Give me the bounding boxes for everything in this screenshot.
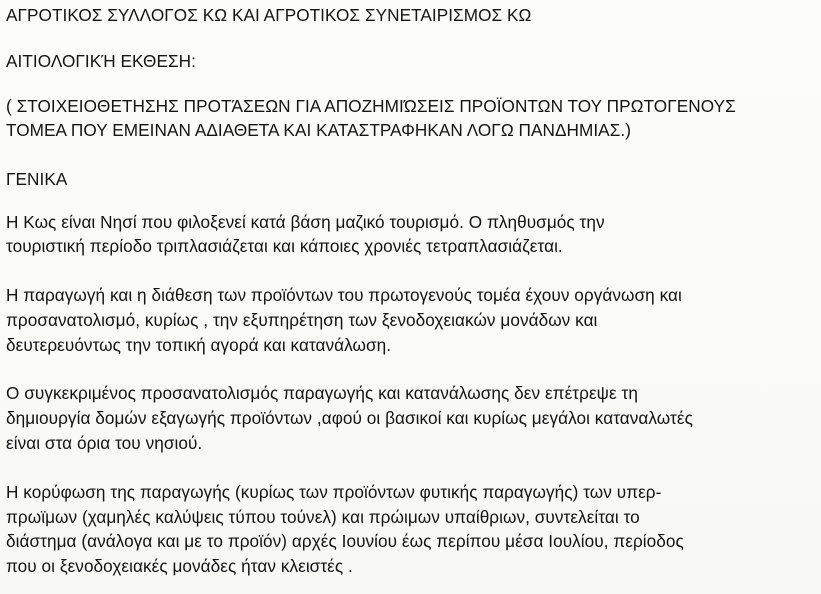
paragraph-4-line-4: που οι ξενοδοχειακές μονάδες ήταν κλειστές . bbox=[6, 556, 353, 576]
paragraph-3-line-2: δημιουργία δομών εξαγωγής προϊόντων ,αφού οι βασικοί και κυρίως μεγάλοι καταναλωτές bbox=[6, 408, 693, 428]
report-subject-line-2: ΤΟΜΕΑ ΠΟΥ ΕΜΕΙΝΑΝ ΑΔΙΑΘΕΤΑ ΚΑΙ ΚΑΤΑΣΤΡΑΦΗΚΑΝ ΛΟΓΩ ΠΑΝΔΗΜΙΑΣ.) bbox=[6, 120, 631, 140]
section-heading-general: ΓΕΝΙΚΑ bbox=[6, 169, 68, 189]
paragraph-3-line-3: είναι στα όρια του νησιού. bbox=[6, 433, 203, 453]
paragraph-2-line-3: δευτερευόντως την τοπική αγορά και κατανάλωση. bbox=[6, 335, 392, 355]
paragraph-1-line-1: Η Κως είναι Νησί που φιλοξενεί κατά βάση μαζικό τουρισμό. Ο πληθυσμός την bbox=[6, 212, 605, 232]
paragraph-3-line-1: Ο συγκεκριμένος προσανατολισμός παραγωγής και κατανάλωσης δεν επέτρεψε τη bbox=[6, 383, 638, 403]
paragraph-2-line-1: Η παραγωγή και η διάθεση των προϊόντων του πρωτογενούς τομέα έχουν οργάνωση και bbox=[6, 285, 682, 305]
document-title: ΑΓΡΟΤΙΚΟΣ ΣΥΛΛΟΓΟΣ ΚΩ ΚΑΙ ΑΓΡΟΤΙΚΟΣ ΣΥΝΕΤΑΙΡΙΣΜΟΣ ΚΩ bbox=[6, 5, 532, 25]
paragraph-2-line-2: προσανατολισμό, κυρίως , την εξυπηρέτηση των ξενοδοχειακών μονάδων και bbox=[6, 310, 598, 330]
paragraph-1-line-2: τουριστική περίοδο τριπλασιάζεται και κάποιες χρονιές τετραπλασιάζεται. bbox=[6, 236, 563, 256]
paragraph-4-line-1: Η κορύφωση της παραγωγής (κυρίως των προϊόντων φυτικής παραγωγής) των υπερ- bbox=[6, 482, 662, 502]
report-heading: ΑΙΤΙΟΛΟΓΙΚΉ ΕΚΘΕΣΗ: bbox=[6, 51, 196, 71]
report-subject-line-1: ( ΣΤΟΙΧΕΙΟΘΕΤΗΣΗΣ ΠΡΟΤΆΣΕΩΝ ΓΙΑ ΑΠΟΖΗΜΙΏΣΕΙΣ ΠΡΟΪΟΝΤΩΝ ΤΟΥ ΠΡΩΤΟΓΕΝΟΥΣ bbox=[6, 96, 736, 116]
paragraph-4-line-2: πρωϊμων (χαμηλές καλύψεις τύπου τούνελ) και πρώιμων υπαίθριων, συντελείται το bbox=[6, 507, 640, 527]
paragraph-4-line-3: διάστημα (ανάλογα και με το προϊόν) αρχές Ιουνίου έως περίπου μέσα Ιουλίου, περίοδος bbox=[6, 531, 684, 551]
